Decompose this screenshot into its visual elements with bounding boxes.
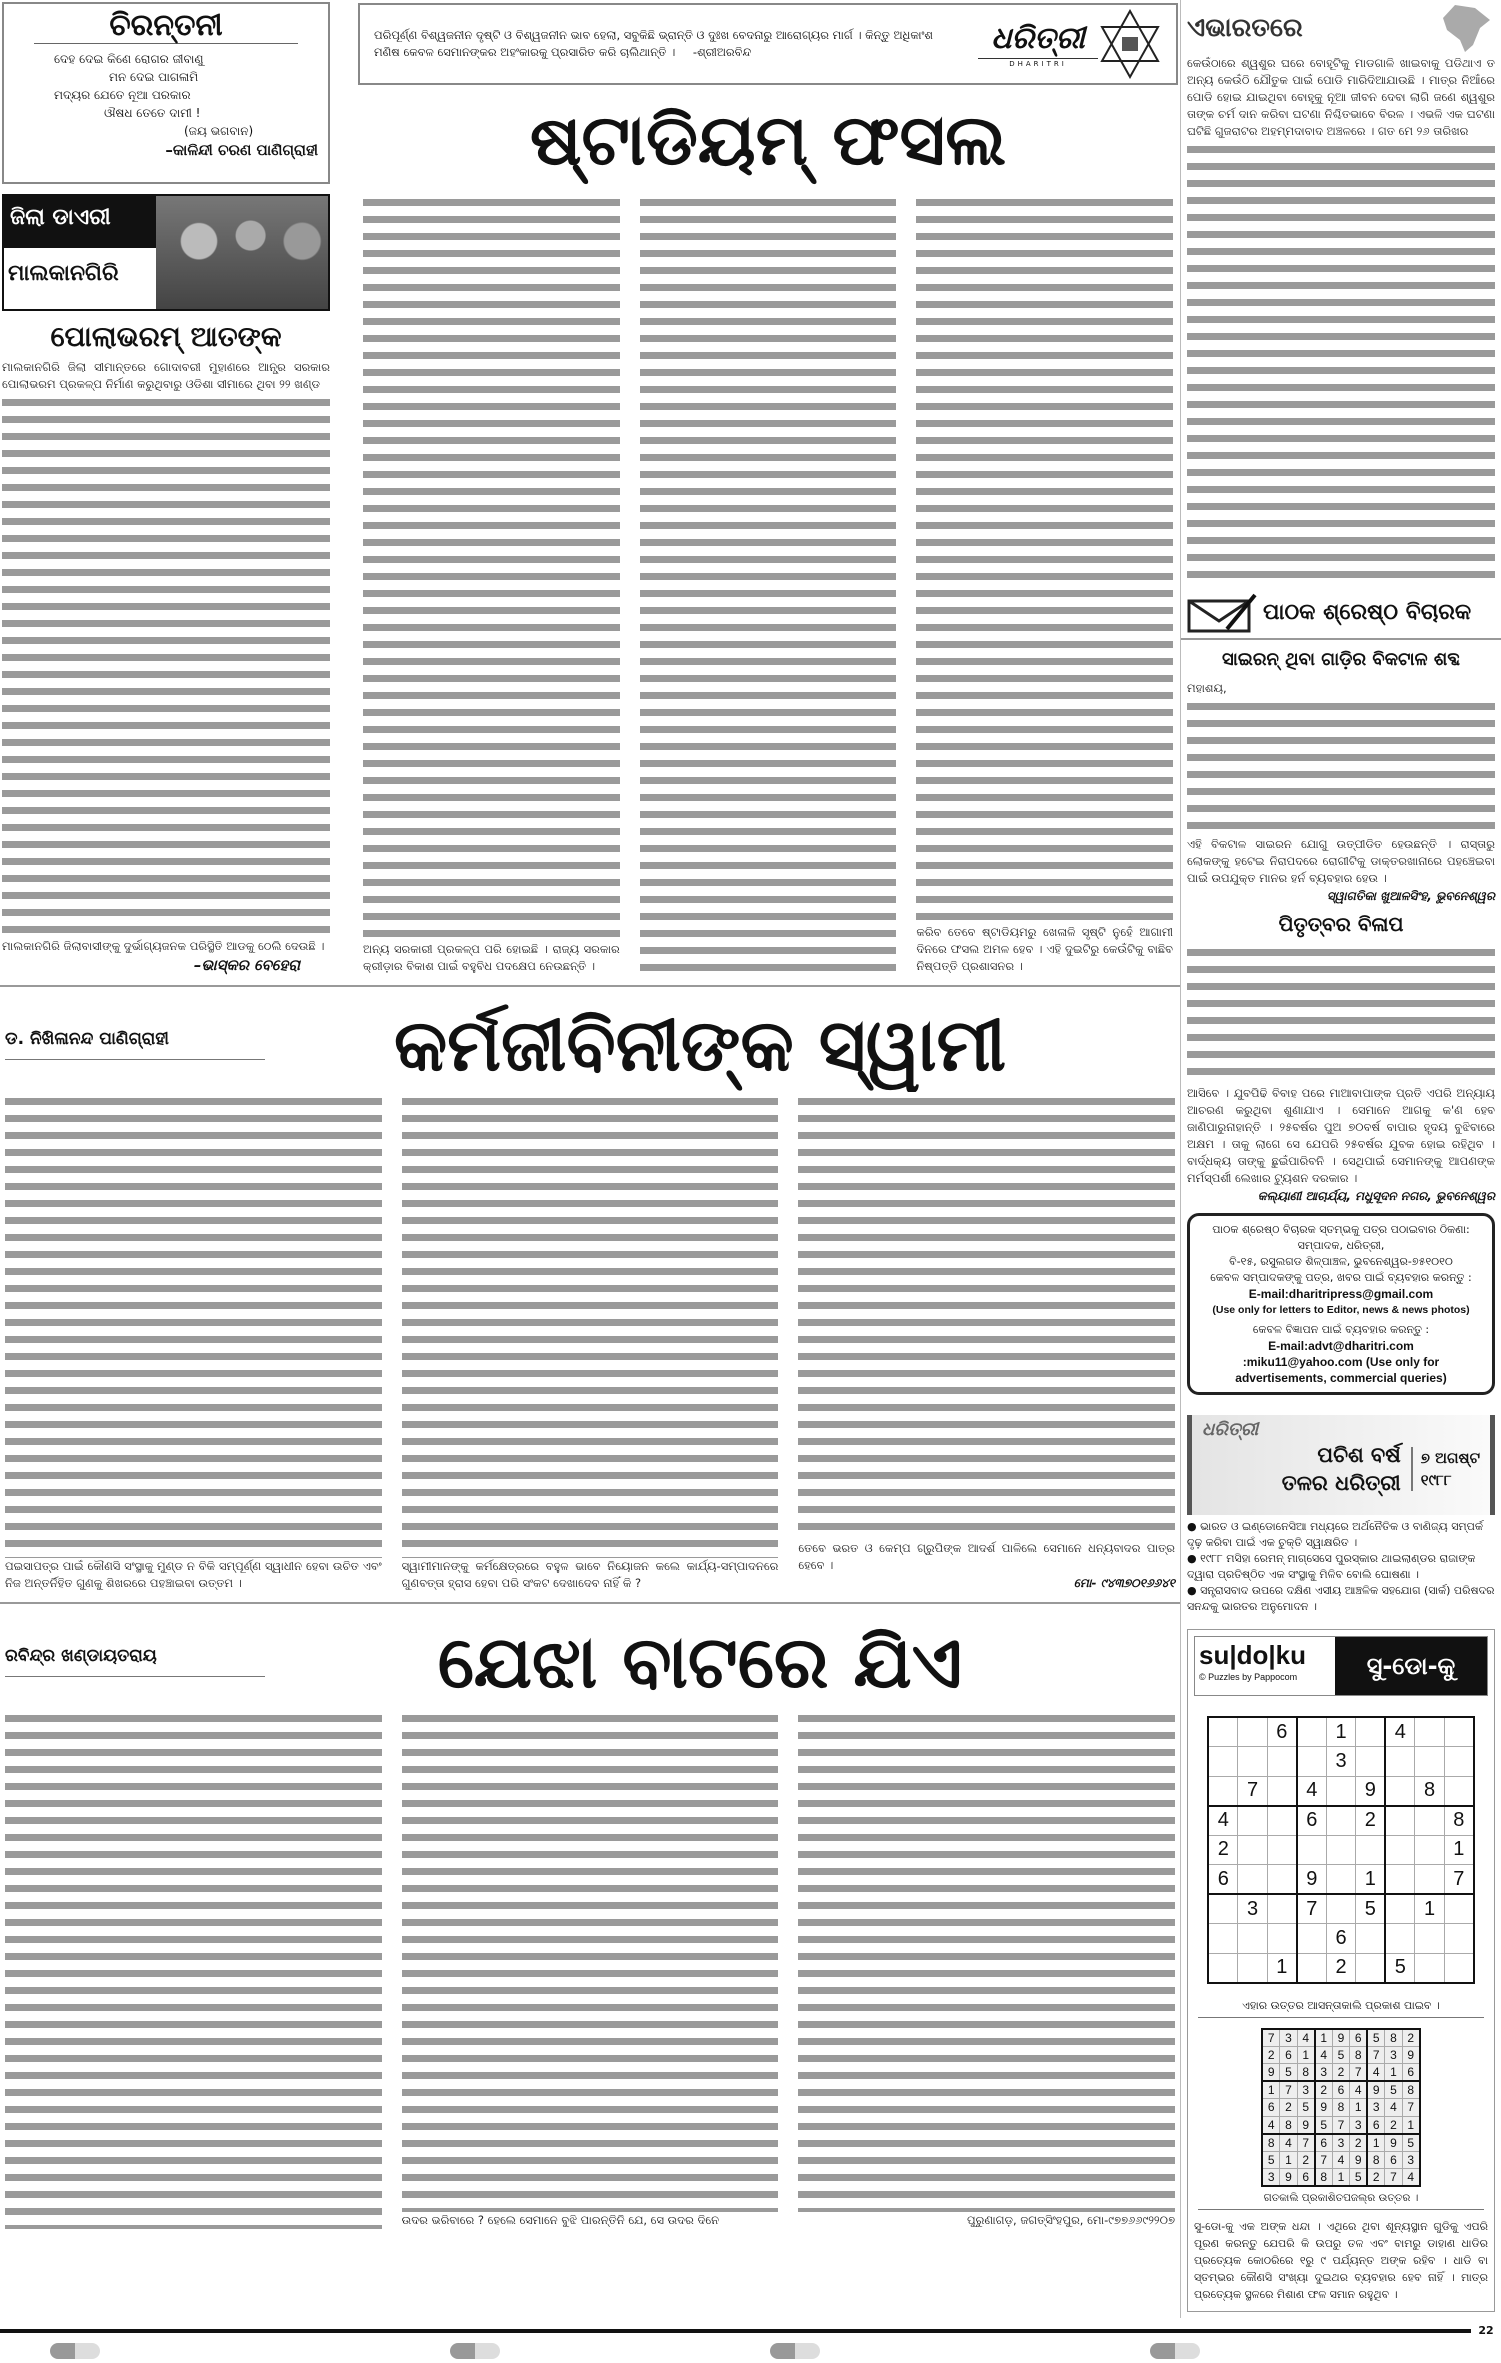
sudoku-solution-cell: 2 <box>1402 2029 1420 2047</box>
sudoku-solution-cell: 8 <box>1402 2081 1420 2099</box>
top-section <box>0 0 1180 975</box>
sudoku-solution-cell: 7 <box>1297 2134 1315 2152</box>
years25-date: ୭ ଅଗଷ୍ଟ <box>1420 1449 1480 1467</box>
sudoku-solution-cell: 5 <box>1332 2046 1350 2064</box>
sudoku-answer-note: ଏହାର ଉତ୍ତର ଆସନ୍ତାକାଲି ପ୍ରକାଶ ପାଇବ । <box>1198 1998 1484 2018</box>
sudoku-empty-cell <box>1385 1747 1415 1777</box>
sudoku-empty-cell <box>1326 1894 1356 1924</box>
sudoku-solution-cell: 7 <box>1280 2081 1298 2099</box>
sudoku-solution-cell: 3 <box>1367 2099 1385 2117</box>
sudoku-solution-cell: 4 <box>1402 2169 1420 2187</box>
contact-line: ବି-୧୫, ରସୁଲଗଡ ଶିଳ୍ପାଞ୍ଚଳ, ଭୁବନେଶ୍ୱର-୭୫୧୦୧୦ <box>1229 1255 1453 1268</box>
sudoku-solution-cell: 9 <box>1385 2134 1403 2152</box>
sudoku-empty-cell <box>1444 1924 1474 1954</box>
sudoku-empty-cell <box>1267 1894 1297 1924</box>
sudoku-solution-cell: 5 <box>1402 2134 1420 2152</box>
letter-salutation: ମହାଶୟ, <box>1187 681 1227 695</box>
sudoku-solution-cell: 7 <box>1385 2169 1403 2187</box>
sudoku-solution-grid <box>1261 2028 1421 2188</box>
sudoku-empty-cell <box>1326 1865 1356 1895</box>
center-column <box>355 0 1180 975</box>
sudoku-solution-cell: 6 <box>1332 2081 1350 2099</box>
sudoku-given-cell: 7 <box>1444 1865 1474 1895</box>
sudoku-empty-cell <box>1385 1894 1415 1924</box>
sudoku-puzzle-grid <box>1207 1716 1475 1984</box>
sudoku-solution-cell: 2 <box>1385 2116 1403 2134</box>
years25-item: ● ଭାରତ ଓ ଇଣ୍ଡୋନେସିଆ ମଧ୍ୟରେ ଅର୍ଥନୈତିକ ଓ ବାଣିଜ୍ୟ ସମ୍ପର୍କ ଦୃଢ଼ କରିବା ପାଇଁ ଏକ ଚୁକ୍ତି ସ୍ୱାକ୍ଷରିତ । <box>1187 1520 1483 1549</box>
sudoku-given-cell: 1 <box>1415 1894 1445 1924</box>
sudoku-solution-cell: 6 <box>1280 2046 1298 2064</box>
sudoku-empty-cell <box>1267 1747 1297 1777</box>
sudoku-solution-cell: 8 <box>1350 2046 1368 2064</box>
sudoku-empty-cell <box>1415 1747 1445 1777</box>
sudoku-empty-cell <box>1267 1806 1297 1836</box>
sudoku-empty-cell <box>1297 1924 1327 1954</box>
sudoku-empty-cell <box>1444 1747 1474 1777</box>
stadium-headline: ଷ୍ଟାଡିୟମ୍ ଫସଲ <box>529 99 1007 181</box>
sudoku-empty-cell <box>1385 1835 1415 1865</box>
sudoku-empty-cell <box>1238 1717 1268 1747</box>
footer <box>0 2318 1501 2337</box>
article-lead: ମାଲକାନଗିରି ଜିଲା ସୀମାନ୍ତରେ ଗୋଦାବରୀ ମୁହାଣରେ ଆନ୍ଧ୍ର ସରକାର ପୋଲାଭରମ ପ୍ରକଳ୍ପ ନିର୍ମାଣ କରୁଥିବାରୁ ଓଡିଶା ସୀମାରେ ଥିବା ୨୨ ଖଣ୍ଡ <box>2 360 330 391</box>
sudoku-solution-cell: 1 <box>1385 2064 1403 2082</box>
sudoku-solution-cell: 3 <box>1350 2116 1368 2134</box>
sudoku-solution-cell: 3 <box>1315 2064 1333 2082</box>
sudoku-solution-cell: 9 <box>1350 2151 1368 2169</box>
author-contact: ମୋ- ୯୪୩୭୦୧୬୬୪୧ <box>1073 1576 1176 1590</box>
sudoku-solution-cell: 2 <box>1315 2081 1333 2099</box>
registration-marks <box>0 2337 1501 2363</box>
india-map-icon <box>1435 0 1495 55</box>
sudoku-solution-cell: 7 <box>1332 2116 1350 2134</box>
sudoku-solution-cell: 4 <box>1350 2081 1368 2099</box>
years25-banner <box>1187 1415 1495 1515</box>
poem-line: ମଦ୍ୟର ଯେତେ ନୂଆ ପରକାର <box>54 88 191 102</box>
sudoku-solution-cell: 4 <box>1315 2046 1333 2064</box>
dharitri-logo: ଧରିତ୍ରୀ DHARITRI <box>978 20 1098 69</box>
quote-author: -ଶ୍ରୀଅରବିନ୍ଦ <box>692 45 752 59</box>
sudoku-given-cell: 8 <box>1444 1806 1474 1836</box>
article2-col-2 <box>402 1092 779 1592</box>
sudoku-empty-cell <box>1297 1747 1327 1777</box>
zila-diary-label: ଜିଲା ଡାଏରୀ <box>4 196 156 248</box>
article-ending: କରିବ ତେବେ ଷ୍ଟାଡିୟମରୁ ଖେଳାଳି ସୃଷ୍ଟି ନୁହେଁ ଆଗାମୀ ଦିନରେ ଫସଲ ଅମଳ ହେବ । ଏହି ଦୁଇଟିରୁ କେଉଁଟିକୁ ବାଛିବ ନିଷ୍ପତ୍ତି ପ୍ରଶାସନର । <box>916 925 1174 973</box>
poem-line: ଦେହ ଦେଇ କିଣେ ରୋଗର ଜୀବାଣୁ <box>54 52 204 66</box>
letter2-ending: ଆସିବେ । ଯୁବପିଢି ବିବାହ ପରେ ମାଆବାପାଙ୍କ ପ୍ରତି ଏପରି ଅନ୍ୟାୟ ଆଚରଣ କରୁଥିବା ଶୁଣାଯାଏ । ସେମାନେ ଆଗକୁ କ'ଣ ହେବ ଜାଣିପାରୁନାହାନ୍ତି । ୨୫ବର୍ଷର ପୁଅ ୭୦ବର୍ଷ ବାପାର ହୃଦୟ ବୁଝିବାରେ ଅକ୍ଷମ । ତାକୁ ଲାଗେ ସେ ଯେପରି ୨୫ବର୍ଷର ଯୁବକ ହୋଇ ରହିଥିବ । ବାର୍ଦ୍ଧକ୍ୟ ତାଙ୍କୁ ଛୁଇଁପାରିବନି । ସେଥିପାଇଁ ସେମାନଙ୍କୁ ଆପଣଙ୍କ ମର୍ମସ୍ପର୍ଶୀ ଲେଖାର ଟ୍ୟୁଶନ ଦରକାର । <box>1187 1086 1495 1185</box>
registration-mark <box>770 2343 820 2359</box>
sudoku-solution-cell: 9 <box>1297 2116 1315 2134</box>
sudoku-empty-cell <box>1356 1953 1386 1983</box>
sudoku-empty-cell <box>1415 1806 1445 1836</box>
sudoku-given-cell: 4 <box>1208 1806 1238 1836</box>
sudoku-empty-cell <box>1385 1776 1415 1806</box>
years25-item: ● ୧୯୮୮ ମସିହା ରେମନ୍ ମାଗ୍‌ସେସେ ପୁରସ୍କାର ଥାଇଲାଣ୍ଡର ରାଜାଙ୍କ ଦ୍ୱାରା ପ୍ରତିଷ୍ଠିତ ଏକ ସଂସ୍ଥାକୁ ମିଳିବ ବୋଲି ଘୋଷଣା । <box>1187 1552 1476 1581</box>
sudoku-solution-cell: 4 <box>1280 2134 1298 2152</box>
sudoku-solution-caption: ଗତକାଲି ପ୍ରକାଶିତପଜଲ୍‌ର ଉତ୍ତର । <box>1198 2191 1484 2210</box>
sudoku-solution-cell: 3 <box>1385 2046 1403 2064</box>
sudoku-given-cell: 1 <box>1356 1865 1386 1895</box>
sudoku-given-cell: 6 <box>1297 1806 1327 1836</box>
sudoku-solution-cell: 4 <box>1332 2151 1350 2169</box>
page-number: 22 <box>1478 2324 1494 2337</box>
sudoku-solution-cell: 9 <box>1367 2081 1385 2099</box>
sudoku-solution-cell: 8 <box>1385 2029 1403 2047</box>
zila-diary-banner <box>2 194 330 311</box>
sudoku-empty-cell <box>1444 1776 1474 1806</box>
sudoku-given-cell: 6 <box>1208 1865 1238 1895</box>
sudoku-given-cell: 5 <box>1356 1894 1386 1924</box>
sudoku-empty-cell <box>1208 1747 1238 1777</box>
sudoku-empty-cell <box>1238 1747 1268 1777</box>
sudoku-odia-title: ସୁ-ଡୋ-କୁ <box>1335 1637 1487 1695</box>
footer-rule <box>0 2329 1471 2333</box>
sudoku-given-cell: 9 <box>1297 1865 1327 1895</box>
sudoku-empty-cell <box>1326 1776 1356 1806</box>
sudoku-solution-cell: 6 <box>1385 2151 1403 2169</box>
sudoku-solution-cell: 7 <box>1315 2151 1333 2169</box>
sudoku-empty-cell <box>1356 1924 1386 1954</box>
advt-email-link[interactable]: E-mail:advt@dharitri.com <box>1268 1339 1414 1353</box>
ebharat-title: ଏଭାରତରେ <box>1187 12 1303 43</box>
poem-author: –କାଳିନ୍ଦୀ ଚରଣ ପାଣିଗ୍ରାହୀ <box>165 141 318 159</box>
sudoku-empty-cell <box>1415 1835 1445 1865</box>
sudoku-empty-cell <box>1267 1865 1297 1895</box>
registration-mark <box>50 2343 100 2359</box>
sudoku-given-cell: 1 <box>1444 1835 1474 1865</box>
daily-quote: ପରିପୂର୍ଣ୍ଣ ବିଶ୍ୱଜନୀନ ଦୃଷ୍ଟି ଓ ବିଶ୍ୱଜନୀନ ଭାବ ହେଲା, ସବୁକିଛି ଭ୍ରାନ୍ତି ଓ ଦୁଃଖ ବେଦନାରୁ ଆରୋଗ୍ୟର ମାର୍ଗ । କିନ୍ତୁ ଅଧିକାଂଶ ମଣିଷ କେବଳ ସେମାନଙ୍କର ଅହଂକାରକୁ ପ୍ରସାରିତ କରି ଚାଲିଥାନ୍ତି । <box>374 28 933 59</box>
sudoku-solution-cell: 7 <box>1402 2099 1420 2117</box>
sudoku-box <box>1187 1629 1495 2312</box>
editor-email-note: (Use only for letters to Editor, news & news photos) <box>1212 1304 1470 1316</box>
letter2-signature: କଲ୍ୟାଣୀ ଆଚାର୍ଯ୍ୟ, ମଧୁସୂଦନ ନଗର, ଭୁବନେଶ୍ୱର <box>1257 1189 1495 1203</box>
article2-byline: ଡ. ନିଖିଳାନନ୍ଦ ପାଣିଗ୍ରାହୀ <box>5 1029 265 1060</box>
sudoku-solution-cell: 2 <box>1262 2046 1280 2064</box>
registration-mark <box>1150 2343 1200 2359</box>
right-column <box>1180 0 1501 2318</box>
sudoku-given-cell: 8 <box>1415 1776 1445 1806</box>
polavaram-article <box>2 359 330 975</box>
sudoku-given-cell: 4 <box>1385 1717 1415 1747</box>
sudoku-solution-cell: 1 <box>1332 2169 1350 2187</box>
sudoku-given-cell: 2 <box>1208 1835 1238 1865</box>
sudoku-empty-cell <box>1385 1924 1415 1954</box>
article3-col-1 <box>5 1709 382 2229</box>
article3-col-3 <box>798 1709 1175 2229</box>
sudoku-given-cell: 6 <box>1267 1717 1297 1747</box>
sudoku-given-cell: 2 <box>1326 1953 1356 1983</box>
sudoku-solution-cell: 5 <box>1262 2151 1280 2169</box>
poem-source: (ଜୟ ଭଗବାନ) <box>184 124 254 138</box>
sudoku-empty-cell <box>1415 1865 1445 1895</box>
sudoku-solution-cell: 3 <box>1280 2029 1298 2047</box>
sudoku-solution-cell: 5 <box>1315 2116 1333 2134</box>
article2-headline: କର୍ମଜୀବିନୀଙ୍କ ସ୍ୱାମୀ <box>393 1002 1007 1087</box>
sudoku-empty-cell <box>1356 1747 1386 1777</box>
sudoku-solution-cell: 2 <box>1350 2134 1368 2152</box>
sudoku-given-cell: 2 <box>1356 1806 1386 1836</box>
sudoku-solution-cell: 8 <box>1297 2064 1315 2082</box>
sudoku-given-cell: 6 <box>1326 1924 1356 1954</box>
sudoku-empty-cell <box>1208 1894 1238 1924</box>
sudoku-solution-cell: 6 <box>1297 2169 1315 2187</box>
sudoku-given-cell: 7 <box>1297 1894 1327 1924</box>
sudoku-empty-cell <box>1444 1953 1474 1983</box>
sudoku-given-cell: 3 <box>1238 1894 1268 1924</box>
ebharat-body: କେଉଁଠାରେ ଶ୍ୱଶୁର ଘରେ ବୋହୂଟିକୁ ମାଡଗାଳି ଖାଇବାକୁ ପଡିଥାଏ ତ ଅନ୍ୟ କେଉଁଠି ଯୌତୁକ ପାଇଁ ପୋଡି ମାରିଦିଆଯାଉଛି । ମାତ୍ର ନିଆଁରେ ପୋଡି ହୋଇ ଯାଇଥିବା ବୋହୂକୁ ନୂଆ ଜୀବନ ଦେବା ଲାଗି ଜଣେ ଶ୍ୱଶୁର ତାଙ୍କ ଚର୍ମ ଦାନ କରିବା ଘଟଣା ନିଶ୍ଚିତଭାବେ ବିରଳ । ଏଭଳି ଏକ ଘଟଣା ଘଟିଛି ଗୁଜରାଟର ଅହମ୍ମଦାବାଦ ଅଞ୍ଚଳରେ । ଗତ ମେ ୨୬ ତାରିଖର <box>1187 56 1495 138</box>
article2-col-3 <box>798 1092 1175 1592</box>
sudoku-empty-cell <box>1415 1924 1445 1954</box>
editor-email-link[interactable]: E-mail:dharitripress@gmail.com <box>1248 1287 1434 1301</box>
sudoku-solution-cell: 5 <box>1385 2081 1403 2099</box>
ebharat-header <box>1181 0 1501 55</box>
author-contact: ପୁରୁଣାଗଡ଼, ଜଗତ୍‌ସିଂହପୁର, ମୋ-୯୭୭୬୬୯୨୨୦୭ <box>967 2213 1176 2227</box>
letters-section-title: ପାଠକ ଶ୍ରେଷ୍ଠ ବିଚାରକ <box>1263 600 1472 625</box>
contact-line: ସମ୍ପାଦକ, ଧରିତ୍ରୀ, <box>1297 1239 1385 1252</box>
sudoku-given-cell: 7 <box>1238 1776 1268 1806</box>
sudoku-empty-cell <box>1297 1717 1327 1747</box>
district-name: ମାଲକାନଗିରି <box>8 261 119 286</box>
sudoku-empty-cell <box>1238 1924 1268 1954</box>
article-ending: ମାଲକାନଗିରି ଜିଲାବାସୀଙ୍କୁ ଦୁର୍ଭାଗ୍ୟଜନକ ପରିସ୍ଥିତି ଆଡକୁ ଠେଲି ଦେଉଛି । <box>2 939 325 953</box>
sudoku-solution-cell: 8 <box>1280 2116 1298 2134</box>
sudoku-empty-cell <box>1356 1835 1386 1865</box>
letter1-title: ସାଇରନ୍ ଥିବା ଗାଡ଼ିର ବିକଟାଳ ଶବ୍ଦ <box>1222 649 1460 670</box>
sudoku-solution-cell: 4 <box>1385 2099 1403 2117</box>
sudoku-solution-cell: 2 <box>1367 2169 1385 2187</box>
sudoku-solution-cell: 2 <box>1297 2151 1315 2169</box>
sudoku-empty-cell <box>1297 1953 1327 1983</box>
sudoku-solution-cell: 9 <box>1280 2169 1298 2187</box>
sudoku-solution-cell: 1 <box>1350 2099 1368 2117</box>
sudoku-empty-cell <box>1238 1953 1268 1983</box>
sudoku-empty-cell <box>1238 1835 1268 1865</box>
sudoku-solution-cell: 3 <box>1262 2169 1280 2187</box>
poem-line: ମନ ଦେଇ ପାଗଳାମି <box>109 70 199 84</box>
sudoku-solution-cell: 9 <box>1402 2046 1420 2064</box>
sudoku-empty-cell <box>1208 1953 1238 1983</box>
sudoku-solution-cell: 7 <box>1262 2029 1280 2047</box>
sudoku-solution-cell: 1 <box>1402 2116 1420 2134</box>
sudoku-empty-cell <box>1326 1835 1356 1865</box>
sudoku-instructions: ସୁ-ଡୋ-କୁ ଏକ ଅଙ୍କ ଧନ୍ଦା । ଏଥିରେ ଥିବା ଶୂନ୍ୟସ୍ଥାନ ଗୁଡିକୁ ଏପରି ପୂରଣ କରନ୍ତୁ ଯେପରି କି ଉପରୁ ତଳ ଏବଂ ବାମରୁ ଡାହାଣ ଧାଡିର ପ୍ରତ୍ୟେକ କୋଠରିରେ ୧ରୁ ୯ ପର୍ଯ୍ୟନ୍ତ ଅଙ୍କ ରହିବ । ଧାଡି ବା ସ୍ତମ୍ଭର କୌଣସି ସଂଖ୍ୟା ଦୁଇଥର ବ୍ୟବହାର ହେବ ନାହିଁ । ମାତ୍ର ପ୍ରତ୍ୟେକ ସ୍ଥଳରେ ମିଶାଣ ଫଳ ସମାନ ରହୁଥିବ । <box>1194 2220 1488 2301</box>
sudoku-solution-cell: 5 <box>1367 2029 1385 2047</box>
sudoku-solution-cell: 6 <box>1350 2029 1368 2047</box>
article2-col-1 <box>5 1092 382 1592</box>
registration-mark <box>450 2343 500 2359</box>
sudoku-empty-cell <box>1444 1894 1474 1924</box>
sudoku-solution-cell: 3 <box>1332 2134 1350 2152</box>
years25-item: ● ସନ୍ତ୍ରାସବାଦ ଉପରେ ଦକ୍ଷିଣ ଏସୀୟ ଆଞ୍ଚଳିକ ସହଯୋଗ (ସାର୍କ) ପରିଷଦର ସନନ୍ଦକୁ ଭାରତର ଅନୁମୋଦନ । <box>1187 1584 1495 1613</box>
sudoku-given-cell: 1 <box>1326 1717 1356 1747</box>
poem-line: ଔଷଧ ତେତେ ଦାମୀ ! <box>104 106 201 120</box>
sudoku-credit: © Puzzles by Pappocom <box>1199 1672 1298 1682</box>
stadium-col-1 <box>363 193 620 975</box>
sudoku-empty-cell <box>1356 1717 1386 1747</box>
sudoku-given-cell: 9 <box>1356 1776 1386 1806</box>
sudoku-solution-cell: 6 <box>1315 2134 1333 2152</box>
envelope-pen-icon <box>1187 593 1257 633</box>
sudoku-empty-cell <box>1208 1924 1238 1954</box>
sudoku-solution-cell: 9 <box>1262 2064 1280 2082</box>
article-author: –ଭାସ୍କର ବେହେରା <box>193 956 300 974</box>
sudoku-empty-cell <box>1415 1717 1445 1747</box>
sudoku-solution-cell: 5 <box>1280 2064 1298 2082</box>
stadium-col-2 <box>640 193 897 975</box>
contact-line: ପାଠକ ଶ୍ରେଷ୍ଠ ବିଚାରକ ସ୍ତମ୍ଭକୁ ପତ୍ର ପଠାଇବାର ଠିକଣା: <box>1212 1223 1470 1236</box>
masthead-quote-box <box>358 3 1178 85</box>
divider <box>0 1602 1180 1604</box>
sudoku-empty-cell <box>1415 1953 1445 1983</box>
sudoku-solution-cell: 4 <box>1297 2029 1315 2047</box>
letters-header <box>1181 588 1501 640</box>
article-ending: ସ୍ୱାମୀମାନଙ୍କୁ କର୍ମକ୍ଷେତ୍ରରେ ବହୁଳ ଭାବେ ନିୟୋଜନ କଲେ କାର୍ଯ୍ୟ-ସମ୍ପାଦନରେ ଗୁଣବତ୍ତା ହ୍ରାସ ହେବା ପରି ସଂକଟ ଦେଖାଦେବ ନାହିଁ କି ? <box>401 1559 779 1590</box>
sudoku-solution-cell: 9 <box>1315 2099 1333 2117</box>
sudoku-solution-cell: 8 <box>1332 2099 1350 2117</box>
sudoku-solution-cell: 9 <box>1332 2029 1350 2047</box>
sudoku-solution-cell: 6 <box>1367 2116 1385 2134</box>
sudoku-empty-cell <box>1238 1865 1268 1895</box>
chirantani-box <box>2 2 330 184</box>
letter2-title: ପିତୃତ୍ବର ବିଳାପ <box>1278 912 1404 936</box>
letter1-ending: ଏହି ବିକଟାଳ ସାଇରନ ଯୋଗୁ ଉତ୍ପୀଡିତ ହେଉଛନ୍ତି । ରାସ୍ତାରୁ ଲୋକଙ୍କୁ ହଟେଇ ନିରାପଦରେ ରୋଗୀଟିକୁ ଡାକ୍ତରଖାନାରେ ପହଞ୍ଚେଇବା ପାଇଁ ଉପଯୁକ୍ତ ମାନର ହର୍ନ ବ୍ୟବହାର ହେଉ । <box>1187 837 1495 885</box>
article3-byline: ରବିନ୍ଦ୍ର ଖଣ୍ଡାୟତରାୟ <box>5 1646 265 1677</box>
sudoku-solution-cell: 8 <box>1262 2134 1280 2152</box>
sudoku-empty-cell <box>1267 1776 1297 1806</box>
sudoku-solution-cell: 1 <box>1367 2134 1385 2152</box>
sudoku-empty-cell <box>1208 1717 1238 1747</box>
article3-headline: ଯେଝା ବାଟରେ ଯିଏ <box>437 1619 963 1704</box>
tribal-women-photo <box>156 196 328 309</box>
sudoku-empty-cell <box>1385 1865 1415 1895</box>
sudoku-empty-cell <box>1267 1924 1297 1954</box>
sudoku-solution-cell: 3 <box>1402 2151 1420 2169</box>
years25-title: ତଳର ଧରିତ୍ରୀ <box>1281 1471 1401 1495</box>
polavaram-headline: ପୋଲାଭରମ୍ ଆତଙ୍କ <box>50 320 282 353</box>
sudoku-solution-cell: 5 <box>1297 2099 1315 2117</box>
sudoku-given-cell: 3 <box>1326 1747 1356 1777</box>
sudoku-solution-cell: 8 <box>1315 2169 1333 2187</box>
sudoku-solution-cell: 5 <box>1350 2169 1368 2187</box>
article-ending: ପଇସାପତ୍ର ପାଇଁ କୌଣସି ସଂସ୍ଥାକୁ ମୁଣ୍ଡ ନ ବିକି ସମ୍ପୂର୍ଣ୍ଣ ସ୍ୱାଧୀନ ହେବା ଉଚିତ ଏବଂ ନିଜ ଅନ୍ତର୍ନିହିତ ଗୁଣକୁ ଶିଖରରେ ପହଞ୍ଚାଇବା ଉତ୍ତମ । <box>5 1559 382 1590</box>
sudoku-solution-cell: 2 <box>1332 2064 1350 2082</box>
chirantani-title: ଚିରନ୍ତନୀ <box>34 8 298 44</box>
sudoku-solution-cell: 1 <box>1262 2081 1280 2099</box>
sudoku-solution-cell: 4 <box>1262 2116 1280 2134</box>
sudoku-empty-cell <box>1297 1835 1327 1865</box>
article3-col-2 <box>402 1709 779 2229</box>
letter1-signature: ସ୍ୱାଗତିକା ଖୁଆଳସିଂହ, ଭୁବନେଶ୍ୱର <box>1326 889 1495 903</box>
sudoku-solution-cell: 1 <box>1280 2151 1298 2169</box>
article-ending: ତେବେ ଭରତ ଓ କେମ୍ପ ଗ୍ରୁପିଙ୍କ ଆଦର୍ଶ ପାଳିଲେ ସେମାନେ ଧନ୍ୟବାଦର ପାତ୍ର ହେବେ । <box>798 1541 1176 1572</box>
sudoku-empty-cell <box>1238 1806 1268 1836</box>
sudoku-solution-cell: 8 <box>1367 2151 1385 2169</box>
article-ending: ଉଦର ଭରିବାରେ ? ହେଲେ ସେମାନେ ବୁଝି ପାରନ୍ତିନି ଯେ, ସେ ଉଦର ଦିନେ <box>401 2213 720 2227</box>
sudoku-solution-cell: 4 <box>1367 2064 1385 2082</box>
sudoku-empty-cell <box>1326 1806 1356 1836</box>
sudoku-logo: su|do|ku © Puzzles by Pappocom ସୁ-ଡୋ-କୁ <box>1194 1636 1488 1696</box>
sudoku-solution-cell: 6 <box>1402 2064 1420 2082</box>
sudoku-empty-cell <box>1208 1776 1238 1806</box>
contact-line: କେବଳ ସମ୍ପାଦକଙ୍କୁ ପତ୍ର, ଖବର ପାଇଁ ବ୍ୟବହାର କରନ୍ତୁ : <box>1210 1271 1472 1284</box>
sudoku-solution-cell: 6 <box>1262 2099 1280 2117</box>
years25-year: ୧୯୮୮ <box>1420 1471 1452 1489</box>
sudoku-solution-cell: 7 <box>1367 2046 1385 2064</box>
sudoku-empty-cell <box>1385 1806 1415 1836</box>
sudoku-solution-cell: 7 <box>1350 2064 1368 2082</box>
left-column <box>0 0 355 975</box>
sudoku-empty-cell <box>1267 1835 1297 1865</box>
stadium-col-3 <box>916 193 1173 975</box>
sudoku-given-cell: 4 <box>1297 1776 1327 1806</box>
contact-box <box>1187 1213 1495 1395</box>
sudoku-solution-cell: 3 <box>1297 2081 1315 2099</box>
sudoku-empty-cell <box>1444 1717 1474 1747</box>
advt-email-alt[interactable]: :miku11@yahoo.com (Use only for advertisements, commercial queries) <box>1235 1355 1447 1385</box>
sudoku-solution-cell: 1 <box>1315 2029 1333 2047</box>
sudoku-given-cell: 1 <box>1267 1953 1297 1983</box>
years25-title: ପଚିଶ ବର୍ଷ <box>1317 1443 1401 1467</box>
years25-logo: ଧରିତ୍ରୀ <box>1202 1419 1259 1440</box>
article-ending: ଅନ୍ୟ ସରକାରୀ ପ୍ରକଳ୍ପ ପରି ହୋଇଛି । ରାଜ୍ୟ ସରକାର କ୍ରୀଡ଼ାର ବିକାଶ ପାଇଁ ବହୁବିଧ ପଦକ୍ଷେପ ନେଉଛନ୍ତି । <box>363 942 620 973</box>
sudoku-solution-cell: 2 <box>1280 2099 1298 2117</box>
sudoku-given-cell: 5 <box>1385 1953 1415 1983</box>
ad-label: କେବଳ ବିଜ୍ଞାପନ ପାଇଁ ବ୍ୟବହାର କରନ୍ତୁ : <box>1252 1323 1430 1336</box>
sudoku-solution-cell: 1 <box>1297 2046 1315 2064</box>
divider <box>0 985 1180 987</box>
star-emblem-icon <box>1098 9 1162 79</box>
